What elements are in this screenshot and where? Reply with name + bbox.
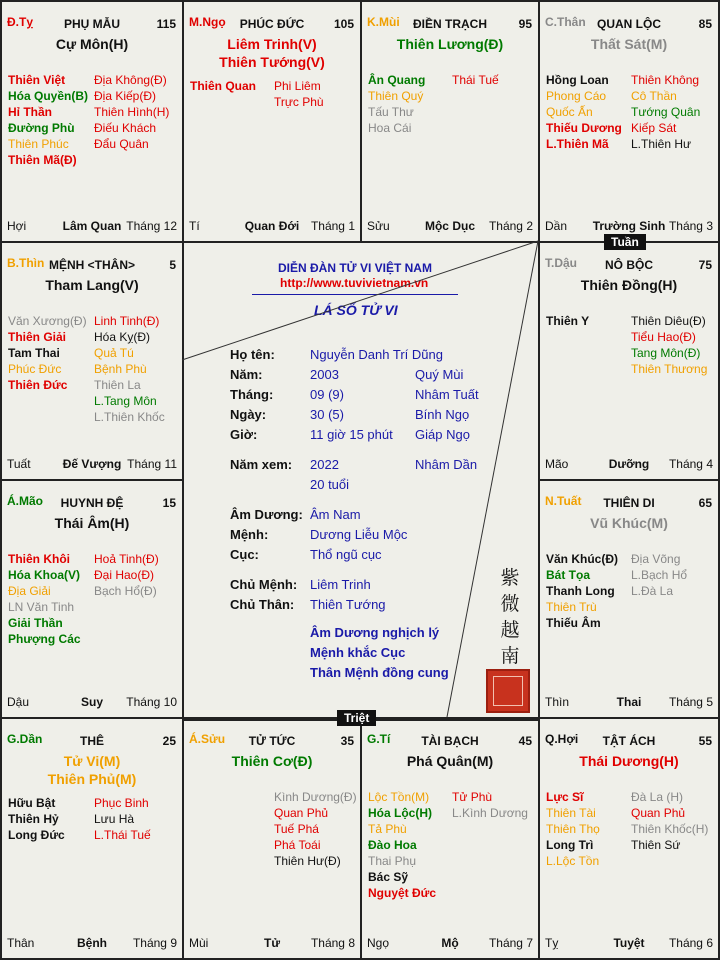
main-star: Thiên Đồng(H)	[580, 277, 678, 293]
info-label: Giờ:	[230, 427, 258, 442]
palace-month: Tháng 6	[668, 936, 713, 950]
palace-number: 105	[333, 17, 354, 31]
star: Phúc Đức	[8, 362, 62, 376]
chart-title: LÁ SỐ TỬ VI	[314, 302, 398, 318]
star: Phượng Các	[8, 632, 81, 646]
palace-month: Tháng 9	[132, 936, 177, 950]
palace-phase: Tử	[263, 936, 281, 950]
main-star: Phá Quân(M)	[406, 753, 494, 769]
star: L.Thái Tuế	[94, 828, 151, 842]
palace-name: ĐIỀN TRẠCH	[413, 17, 487, 31]
star: Điếu Khách	[94, 121, 157, 135]
star: Thiên Trù	[546, 600, 597, 614]
palace-corner-label: B.Thìn	[7, 256, 45, 270]
info-value: 11 giờ 15 phút	[310, 427, 393, 442]
main-star: Tử Vi(M)	[63, 753, 121, 769]
star: Tướng Quân	[631, 105, 701, 119]
star: Hồng Loan	[546, 73, 609, 87]
star: Thiên Việt	[8, 73, 66, 87]
star: Phục Binh	[94, 796, 149, 810]
info-label: Tháng:	[230, 387, 274, 402]
star: Thiên Không	[631, 73, 700, 87]
star: Thiên Quý	[368, 89, 424, 103]
palace-month: Tháng 5	[668, 695, 713, 709]
calligraphy-char: 紫	[500, 567, 520, 589]
info-label: Họ tên:	[230, 347, 275, 362]
star: Đào Hoa	[368, 838, 417, 852]
info-value-canchi: Giáp Ngọ	[415, 427, 470, 442]
star: Trực Phù	[274, 95, 324, 109]
star: Phi Liêm	[274, 79, 321, 93]
star: L.Thiên Khốc	[94, 410, 165, 424]
star: Thiên Hư(Đ)	[274, 854, 341, 868]
info-value: 20 tuổi	[310, 477, 350, 492]
star: Nguyệt Đức	[368, 886, 437, 900]
note-3: Thân Mệnh đồng cung	[310, 665, 449, 680]
main-star: Cự Môn(H)	[55, 36, 129, 52]
star: Địa Võng	[631, 552, 681, 566]
palace-month: Tháng 2	[488, 219, 533, 233]
info-label: Cục:	[230, 547, 259, 562]
star: L.Kình Dương	[452, 806, 528, 820]
info-value: Liêm Trinh	[310, 577, 371, 592]
star: Thanh Long	[546, 584, 615, 598]
info-label: Mệnh:	[230, 527, 269, 542]
info-value-canchi: Bính Ngọ	[415, 407, 470, 422]
star: Bệnh Phù	[94, 362, 147, 376]
forum-name: DIỄN ĐÀN TỬ VI VIỆT NAM	[278, 261, 432, 275]
star: Hóa Khoa(V)	[8, 568, 80, 582]
palace-month: Tháng 12	[126, 219, 177, 233]
star: Thiên Y	[546, 314, 590, 328]
star: Địa Kiếp(Đ)	[94, 89, 157, 103]
palace-name: QUAN LỘC	[597, 17, 661, 31]
star: L.Lộc Tồn	[546, 854, 600, 868]
palace-name: HUYNH ĐỆ	[60, 496, 124, 510]
star: Quốc Ấn	[546, 105, 593, 119]
info-value-canchi: Nhâm Tuất	[415, 387, 479, 402]
star: Thái Tuế	[452, 73, 499, 87]
star: Thai Phụ	[368, 854, 417, 868]
info-value-canchi: Quý Mùi	[415, 367, 464, 382]
calligraphy-char: 越	[500, 619, 520, 641]
info-label: Chủ Mệnh:	[230, 577, 298, 592]
palace-corner-label: G.Tí	[367, 732, 391, 746]
main-star: Thiên Tướng(V)	[219, 54, 325, 70]
palace-name: PHỤ MẪU	[64, 17, 120, 31]
note-1: Âm Dương nghịch lý	[310, 625, 440, 640]
star: Bạch Hổ(Đ)	[94, 584, 157, 598]
palace-month: Tháng 4	[668, 457, 713, 471]
info-label: Năm:	[230, 367, 263, 382]
star: Linh Tinh(Đ)	[94, 314, 160, 328]
star: Quan Phủ	[274, 806, 329, 820]
calligraphy-char: 南	[500, 645, 520, 667]
star: Thiếu Dương	[546, 121, 622, 135]
star: Long Đức	[8, 828, 65, 842]
star: Đường Phù	[8, 121, 75, 135]
star: Phong Cáo	[546, 89, 607, 103]
star: Thiên Diêu(Đ)	[631, 314, 706, 328]
star: Phá Toái	[274, 838, 321, 852]
star: Thiên Hỷ	[8, 812, 59, 826]
star: L.Tang Môn	[94, 394, 157, 408]
palace-corner-label: G.Dần	[7, 732, 43, 746]
star: Văn Xương(Đ)	[8, 314, 87, 328]
palace-name: NÔ BỘC	[605, 258, 653, 272]
forum-url[interactable]: http://www.tuvivietnam.vn	[280, 276, 429, 290]
star: L.Thiên Mã	[546, 137, 609, 151]
info-value: 2003	[310, 367, 339, 382]
palace-corner-label: N.Tuất	[545, 494, 582, 508]
star: Thiếu Âm	[546, 616, 601, 630]
star: Đại Hao(Đ)	[94, 568, 155, 582]
star: Thiên Mã(Đ)	[8, 153, 77, 167]
palace-branch: Sửu	[367, 219, 390, 233]
star: Tiểu Hao(Đ)	[631, 330, 696, 344]
info-value: 30 (5)	[310, 407, 344, 422]
main-star: Vũ Khúc(M)	[590, 515, 668, 531]
main-star: Thất Sát(M)	[590, 36, 668, 52]
palace-corner-label: Á.Mão	[7, 494, 43, 508]
palace-month: Tháng 7	[488, 936, 533, 950]
star: Lộc Tồn(M)	[368, 790, 430, 804]
star: Giải Thần	[8, 616, 63, 630]
info-value: Nguyễn Danh Trí Dũng	[310, 347, 443, 362]
palace-name: THIÊN DI	[603, 496, 655, 510]
star: L.Thiên Hư	[631, 137, 692, 151]
palace-corner-label: K.Mùi	[367, 15, 400, 29]
star: Tam Thai	[8, 346, 60, 360]
palace-number: 95	[518, 17, 532, 31]
palace-branch: Dần	[545, 219, 568, 233]
star: Thiên Thương	[631, 362, 708, 376]
star: Hóa Quyền(B)	[8, 89, 89, 103]
info-value: 2022	[310, 457, 339, 472]
star: Bác Sỹ	[368, 870, 409, 884]
palace-number: 75	[698, 258, 712, 272]
palace-number: 15	[162, 496, 176, 510]
star: Tấu Thư	[368, 105, 414, 119]
star: L.Đà La	[631, 584, 674, 598]
info-label: Âm Dương:	[230, 507, 303, 522]
palace-corner-label: M.Ngọ	[189, 15, 226, 29]
star: Quan Phủ	[631, 806, 686, 820]
star: Hóa Lộc(H)	[368, 806, 432, 820]
star: Hữu Bật	[8, 796, 56, 810]
main-star: Thái Dương(H)	[579, 753, 679, 769]
star: Thiên Quan	[190, 79, 256, 93]
star: Hoa Cái	[368, 121, 412, 135]
star: Thiên La	[94, 378, 141, 392]
tuan-marker: Tuần	[604, 234, 646, 250]
palace-name: TẬT ÁCH	[602, 734, 656, 748]
palace-corner-label: Á.Sửu	[189, 732, 226, 746]
palace-phase: Bệnh	[77, 936, 107, 950]
palace-name: TÀI BẠCH	[421, 734, 479, 748]
palace-number: 65	[698, 496, 712, 510]
main-star: Thái Âm(H)	[54, 515, 130, 531]
star: LN Văn Tinh	[8, 600, 75, 614]
star: Kình Dương(Đ)	[274, 790, 357, 804]
info-label: Năm xem:	[230, 457, 293, 472]
info-label: Chủ Thân:	[230, 597, 295, 612]
palace-phase: Dưỡng	[608, 457, 650, 471]
main-star: Thiên Lương(Đ)	[396, 36, 504, 52]
palace-phase: Quan Đới	[244, 219, 300, 233]
palace-phase: Thai	[616, 695, 642, 709]
palace-branch: Tí	[189, 219, 200, 233]
palace-phase: Mộc Dục	[424, 219, 475, 233]
calligraphy-char: 微	[500, 593, 520, 615]
palace-name: MỆNH <THÂN>	[48, 258, 135, 272]
star: Lưu Hà	[94, 812, 135, 826]
palace-month: Tháng 10	[126, 695, 177, 709]
main-star: Tham Lang(V)	[45, 277, 139, 293]
palace-branch: Ngọ	[367, 936, 390, 950]
info-value: 09 (9)	[310, 387, 344, 402]
info-value: Thổ ngũ cục	[310, 547, 382, 562]
main-star: Thiên Phủ(M)	[47, 771, 137, 787]
palace-name: PHÚC ĐỨC	[239, 17, 305, 31]
palace-name: THÊ	[80, 734, 104, 748]
star: Cô Thần	[631, 89, 677, 103]
star: Bát Tọa	[546, 568, 591, 582]
note-2: Mệnh khắc Cục	[310, 645, 406, 660]
palace-branch: Tuất	[7, 457, 31, 471]
main-star: Thiên Cơ(Đ)	[231, 753, 313, 769]
star: Thiên Phúc	[8, 137, 69, 151]
info-value-canchi: Nhâm Dần	[415, 457, 478, 472]
star: Thiên Khốc(H)	[631, 822, 709, 836]
palace-number: 5	[169, 258, 176, 272]
palace-branch: Hợi	[7, 219, 27, 233]
star: Thiên Đức	[8, 378, 68, 392]
star: Địa Giải	[8, 584, 51, 598]
info-label: Ngày:	[230, 407, 267, 422]
star: Thiên Giải	[8, 330, 67, 344]
palace-month: Tháng 1	[310, 219, 355, 233]
palace-phase: Trường Sinh	[592, 219, 666, 233]
star: Tuế Phá	[274, 822, 319, 836]
palace-branch: Mùi	[189, 936, 209, 950]
palace-corner-label: C.Thân	[545, 15, 586, 29]
palace-number: 85	[698, 17, 712, 31]
palace-month: Tháng 3	[668, 219, 713, 233]
star: Hỉ Thần	[8, 105, 52, 119]
palace-branch: Mão	[545, 457, 569, 471]
star: Đà La (H)	[631, 790, 684, 804]
star: Thiên Hình(H)	[94, 105, 170, 119]
star: Thiên Sứ	[631, 838, 681, 852]
star: Long Trì	[546, 838, 594, 852]
palace-phase: Tuyệt	[613, 936, 645, 950]
palace-corner-label: Q.Hợi	[545, 732, 579, 746]
palace-name: TỬ TỨC	[248, 734, 296, 748]
info-value: Dương Liễu Mộc	[310, 527, 408, 542]
palace-branch: Dậu	[7, 695, 30, 709]
star: L.Bạch Hổ	[631, 568, 688, 582]
star: Văn Khúc(Đ)	[546, 552, 618, 566]
info-value: Âm Nam	[310, 507, 361, 522]
star: Tử Phù	[452, 790, 493, 804]
palace-number: 35	[340, 734, 354, 748]
palace-number: 55	[698, 734, 712, 748]
star: Lực Sĩ	[546, 790, 584, 804]
star: Đẩu Quân	[94, 137, 149, 151]
palace-branch: Tỵ	[545, 936, 559, 950]
palace-month: Tháng 11	[127, 457, 177, 471]
palace-corner-label: T.Dậu	[545, 256, 578, 270]
star: Kiếp Sát	[631, 121, 677, 135]
palace-corner-label: Đ.Tỵ	[7, 15, 34, 29]
main-star: Liêm Trinh(V)	[227, 36, 317, 52]
star: Quả Tú	[94, 346, 134, 360]
star: Ân Quang	[368, 73, 426, 87]
palace-number: 45	[518, 734, 532, 748]
palace-month: Tháng 8	[310, 936, 355, 950]
star: Thiên Tài	[546, 806, 596, 820]
star: Tả Phù	[368, 822, 407, 836]
palace-number: 115	[156, 17, 176, 31]
palace-phase: Lâm Quan	[62, 219, 122, 233]
palace-branch: Thân	[7, 936, 35, 950]
palace-phase: Mộ	[441, 936, 459, 950]
star: Hóa Kỵ(Đ)	[94, 330, 151, 344]
info-value: Thiên Tướng	[310, 597, 386, 612]
star: Hoả Tinh(Đ)	[94, 552, 159, 566]
palace-number: 25	[162, 734, 176, 748]
palace-phase: Suy	[80, 695, 103, 709]
star: Địa Không(Đ)	[94, 73, 167, 87]
palace-phase: Đế Vượng	[62, 457, 122, 471]
star: Thiên Khôi	[8, 552, 70, 566]
star: Thiên Thọ	[546, 822, 600, 836]
star: Tang Môn(Đ)	[631, 346, 701, 360]
palace-branch: Thìn	[545, 695, 570, 709]
triet-marker: Triệt	[337, 710, 376, 726]
